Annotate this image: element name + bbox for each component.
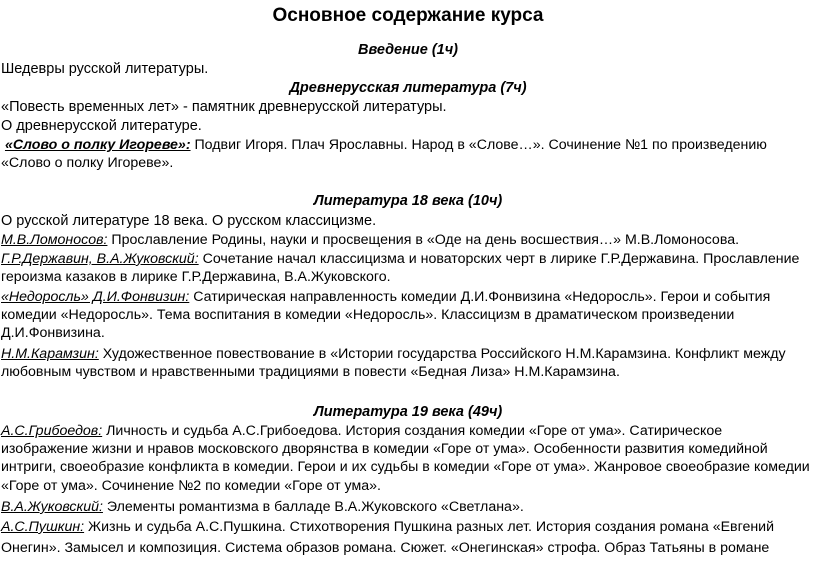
entry-pushkin bbox=[1, 517, 813, 559]
page-title: Основное содержание курса bbox=[272, 5, 544, 26]
section-heading-18th-century: Литература 18 века (10ч) bbox=[313, 193, 503, 209]
intro-line: Шедевры русской литературы. bbox=[1, 61, 209, 77]
entry-text: Прославление Родины, науки и просвещения в «Оде на день восшествия…» М.В.Ломоносова. bbox=[107, 232, 740, 248]
section-heading-intro: Введение (1ч) bbox=[357, 42, 459, 58]
entry-fonvizin bbox=[1, 288, 813, 343]
entry-lomonosov bbox=[1, 231, 813, 249]
entry-derzhavin-zhukovsky bbox=[1, 250, 813, 286]
entry-griboedov bbox=[1, 422, 813, 495]
entry-label: М.В.Ломоносов: bbox=[1, 232, 108, 248]
18th-century-intro-line: О русской литературе 18 века. О русском классицизме. bbox=[1, 213, 377, 229]
entry-label: Н.М.Карамзин: bbox=[1, 346, 99, 362]
entry-text: Элементы романтизма в балладе В.А.Жуковского «Светлана». bbox=[102, 499, 524, 515]
entry-text: Жизнь и судьба А.С.Пушкина. Стихотворения Пушкина разных лет. История создания романа «Евгений Онегин». Замысел и композиция. Система образов романа. Сюжет. «Онегинская» строфа. Образ Татьяны в романе bbox=[1, 519, 775, 556]
section-heading-19th-century: Литература 19 века (49ч) bbox=[313, 404, 503, 420]
entry-text: Подвиг Игоря. Плач Ярославны. Народ в «Слове…». Сочинение №1 по произведению «Слово о полку Игореве». bbox=[1, 137, 767, 172]
entry-label: «Недоросль» Д.И.Фонвизин: bbox=[1, 289, 190, 305]
entry-label: «Слово о полку Игореве»: bbox=[4, 137, 191, 153]
entry-karamzin bbox=[1, 345, 813, 381]
entry-slovo bbox=[1, 136, 813, 172]
entry-text: Художественное повествование в «Истории государства Российского Н.М.Карамзина. Конфликт между любовным чувством и нравственными традициями в повести «Бедная Лиза» Н.М.Карамзина. bbox=[1, 346, 786, 381]
section-heading-old-russian: Древнерусская литература (7ч) bbox=[289, 80, 527, 96]
entry-text: Сочетание начал классицизма и новаторских черт в лирике Г.Р.Державина. Прославление героизма казаков в лирике Г.Р.Державина, В.А.Жуковского. bbox=[1, 251, 800, 286]
entry-zhukovsky bbox=[1, 498, 813, 516]
entry-label: В.А.Жуковский: bbox=[1, 499, 103, 515]
entry-text: Сатирическая направленность комедии Д.И.Фонвизина «Недоросль». Герои и события комедии «Недоросль». Тема воспитания в комедии «Недоросль». Классицизм в драматическом произведении Д.И.Фонвизина. bbox=[1, 289, 771, 342]
entry-label: Г.Р.Державин, В.А.Жуковский: bbox=[1, 251, 199, 267]
entry-label: А.С.Пушкин: bbox=[1, 519, 85, 535]
entry-label: А.С.Грибоедов: bbox=[1, 423, 103, 439]
entry-text: Личность и судьба А.С.Грибоедова. История создания комедии «Горе от ума». Сатирическое изображение жизни и нравов московского дворянства в комедии «Горе от ума». Особенности развития комедийной интриги, своеобразие конфликта в комедии. Герои и их судьбы в комедии «Горе от ума». Жанровое своеобразие комедии «Горе от ума». Сочинение №2 по комедии «Горе от ума». bbox=[1, 423, 810, 494]
old-russian-line-2: О древнерусской литературе. bbox=[1, 118, 202, 134]
old-russian-line-1: «Повесть временных лет» - памятник древнерусской литературы. bbox=[1, 99, 447, 115]
